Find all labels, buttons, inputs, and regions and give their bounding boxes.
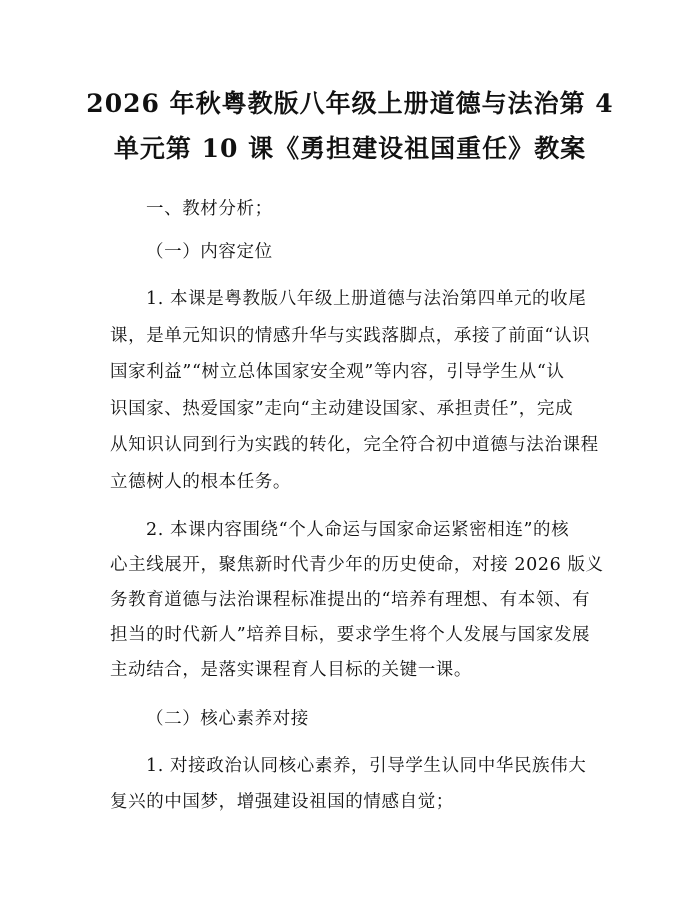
paragraph-2-line-2: 心主线展开，聚焦新时代青少年的历史使命，对接 2026 版义 bbox=[110, 555, 604, 575]
paragraph-3-line-2: 复兴的中国梦，增强建设祖国的情感自觉； bbox=[110, 792, 454, 812]
paragraph-2-line-3: 务教育道德与法治课程标准提出的“培养有理想、有本领、有 bbox=[110, 590, 591, 610]
document-title-line-1: 2026 年秋粤教版八年级上册道德与法治第 4 bbox=[86, 89, 614, 118]
subsection-heading-content-positioning: （一）内容定位 bbox=[146, 242, 273, 262]
paragraph-1-line-5: 从知识认同到行为实践的转化，完全符合初中道德与法治课程 bbox=[110, 435, 599, 455]
subsection-heading-core-literacy: （二）核心素养对接 bbox=[146, 709, 309, 729]
paragraph-1-line-4: 识国家、热爱国家”走向“主动建设国家、承担责任”，完成 bbox=[110, 399, 574, 419]
paragraph-3-line-1: 1. 对接政治认同核心素养，引导学生认同中华民族伟大 bbox=[146, 756, 587, 776]
paragraph-1-line-6: 立德树人的根本任务。 bbox=[110, 472, 291, 492]
paragraph-2-line-5: 主动结合，是落实课程育人目标的关键一课。 bbox=[110, 660, 472, 680]
paragraph-2-line-4: 担当的时代新人”培养目标，要求学生将个人发展与国家发展 bbox=[110, 625, 591, 645]
paragraph-2-line-1: 2. 本课内容围绕“个人命运与国家命运紧密相连”的核 bbox=[146, 520, 570, 540]
section-heading-teaching-material-analysis: 一、教材分析； bbox=[146, 199, 273, 219]
paragraph-1-line-1: 1. 本课是粤教版八年级上册道德与法治第四单元的收尾 bbox=[146, 289, 587, 309]
document-title-line-2: 单元第 10 课《勇担建设祖国重任》教案 bbox=[113, 134, 587, 163]
paragraph-1-line-3: 国家利益”“树立总体国家安全观”等内容，引导学生从“认 bbox=[110, 362, 565, 382]
paragraph-1-line-2: 课，是单元知识的情感升华与实践落脚点，承接了前面“认识 bbox=[110, 326, 591, 346]
